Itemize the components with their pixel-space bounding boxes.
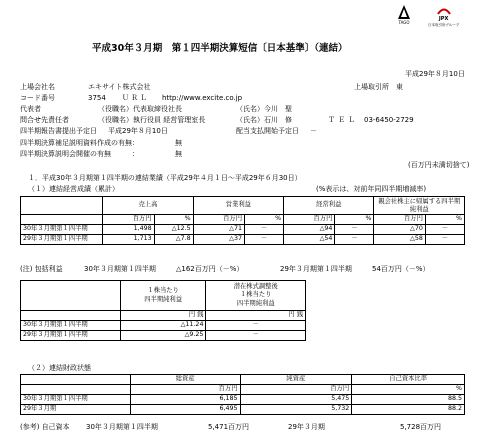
tago-logo	[396, 4, 412, 25]
unit-money: 百万円	[284, 215, 335, 225]
supplementary-label: 四半期決算補足説明資料作成の有無：	[20, 139, 139, 147]
unit: %	[352, 385, 465, 395]
unit: 百万円	[240, 385, 352, 395]
table-row	[21, 235, 465, 245]
unit-pct: %	[425, 215, 464, 225]
cell: 88.5	[352, 395, 465, 405]
table-row	[21, 395, 465, 405]
header-equity-ratio: 自己資本比率	[352, 375, 465, 385]
cell: △58	[374, 235, 425, 245]
subsection1-heading: （１）連結経営成績（累計）	[28, 185, 119, 193]
unit: 百万円	[130, 385, 240, 395]
row-label: 30年３月期第１四半期	[21, 395, 131, 405]
code-label: コード番号	[20, 94, 55, 102]
rounding-note: (百万円未満切捨て)	[408, 161, 470, 169]
row-label: 29年３月期	[21, 405, 131, 415]
representative-name-label: （氏名）	[236, 105, 264, 113]
company-name: エキサイト株式会社	[88, 83, 151, 91]
cell: －	[335, 225, 374, 235]
dividend-schedule-label: 配当支払開始予定日	[236, 127, 299, 135]
unit-money: 百万円	[193, 215, 244, 225]
unit-money: 百万円	[103, 215, 154, 225]
exchange-label: 上場取引所	[354, 83, 389, 91]
tago-emblem-icon	[396, 4, 412, 20]
tel-label: ＴＥＬ	[328, 116, 358, 124]
subsection2-heading: （２）連結財政状態	[28, 364, 91, 372]
operating-results-table	[20, 196, 465, 245]
eps-header-blank	[21, 281, 121, 311]
contact-name: 石川 修	[264, 116, 292, 124]
comprehensive-period-2: 29年３月期第１四半期	[280, 265, 352, 273]
cell: －	[245, 225, 284, 235]
contact-title: （役職名）執行役員 経営管理室長	[98, 116, 206, 124]
representative-name: 今川 聖	[264, 105, 292, 113]
unit-pct: %	[154, 215, 193, 225]
jpx-emblem-icon	[436, 3, 452, 16]
cell: 5,732	[240, 405, 352, 415]
listed-company-label: 上場会社名	[20, 83, 55, 91]
cell: －	[245, 235, 284, 245]
comprehensive-value-2: 54百万円（－%）	[372, 265, 430, 273]
dividend-schedule-value: －	[310, 127, 317, 135]
table-row	[21, 321, 306, 331]
cell: －	[335, 235, 374, 245]
cell: 6,185	[130, 395, 240, 405]
header-net-assets: 純資産	[240, 375, 352, 385]
row-label: 30年３月期第１四半期	[21, 321, 121, 331]
report-schedule-date: 平成29年８月10日	[108, 127, 168, 135]
cell: 1,498	[103, 225, 154, 235]
cell: 88.2	[352, 405, 465, 415]
report-schedule-label: 四半期報告書提出予定日	[20, 127, 97, 135]
section1-heading: １．平成30年３月期第１四半期の連結業績（平成29年４月１日～平成29年６月30日）	[28, 174, 302, 182]
financial-unit-blank	[21, 385, 131, 395]
url-label: ＵＲＬ	[122, 94, 149, 102]
results-header-blank	[21, 197, 103, 215]
equity-reference-label: (参考) 自己資本	[20, 423, 70, 431]
cell: 5,475	[240, 395, 352, 405]
cell: △9.25	[120, 331, 206, 341]
header-net-sales: 売上高	[103, 197, 193, 215]
results-unit-blank	[21, 215, 103, 225]
tago-logo-caption: TAGO	[398, 20, 410, 25]
briefing-value: 無	[175, 150, 182, 158]
cell: －	[425, 225, 464, 235]
representative-label: 代表者	[20, 105, 41, 113]
unit-pct: %	[335, 215, 374, 225]
cell: 6,495	[130, 405, 240, 415]
code-value: 3754	[88, 94, 106, 102]
table-row	[21, 331, 306, 341]
cell: 1,713	[103, 235, 154, 245]
eps-table	[20, 280, 306, 341]
row-label: 30年３月期第１四半期	[21, 225, 103, 235]
cell: △71	[193, 225, 244, 235]
header-diluted-eps: 潜在株式調整後 １株当たり 四半期純利益	[206, 281, 306, 311]
header-total-assets: 総資産	[130, 375, 240, 385]
jpx-logo-text: JPX	[438, 16, 449, 22]
header-net-income-parent: 親会社株主に帰属する四半期純利益	[374, 197, 465, 215]
table-row	[21, 225, 465, 235]
cell: △11.24	[120, 321, 206, 331]
cell: △37	[193, 235, 244, 245]
cell: △12.5	[154, 225, 193, 235]
financial-position-table	[20, 374, 465, 415]
contact-label: 問合せ先責任者	[20, 116, 69, 124]
eps-unit: 円 銭	[120, 311, 206, 321]
unit-money: 百万円	[374, 215, 425, 225]
row-label: 29年３月期第１四半期	[21, 235, 103, 245]
row-label: 29年３月期第１四半期	[21, 331, 121, 341]
contact-name-label: （氏名）	[236, 116, 264, 124]
equity-value-2: 5,728百万円	[400, 423, 442, 431]
cell: －	[206, 331, 306, 341]
unit-pct: %	[245, 215, 284, 225]
tel-value: 03-6450-2729	[364, 116, 414, 124]
cell: －	[206, 321, 306, 331]
supplementary-value: 無	[175, 139, 182, 147]
percent-note: (%表示は、対前年同四半期増減率)	[316, 185, 427, 193]
table-row	[21, 405, 465, 415]
document-title: 平成30年３月期 第１四半期決算短信〔日本基準〕（連結）	[92, 43, 348, 54]
cell: △7.8	[154, 235, 193, 245]
header-ordinary-income: 経常利益	[284, 197, 374, 215]
briefing-label: 四半期決算説明会開催の有無 ：	[20, 150, 139, 158]
cell: △94	[284, 225, 335, 235]
header-operating-income: 営業利益	[193, 197, 283, 215]
cell: △70	[374, 225, 425, 235]
eps-unit-blank	[21, 311, 121, 321]
cell: －	[425, 235, 464, 245]
comprehensive-period-1: 30年３月期第１四半期	[84, 265, 156, 273]
diluted-eps-unit: 円 銭	[206, 311, 306, 321]
header-eps: １株当たり 四半期純利益	[120, 281, 206, 311]
financial-header-blank	[21, 375, 131, 385]
equity-value-1: 5,471百万円	[208, 423, 250, 431]
jpx-logo-caption: 日本取引所グループ	[428, 22, 460, 27]
comprehensive-value-1: △162百万円（－%）	[176, 265, 244, 273]
exchange-value: 東	[396, 83, 403, 91]
jpx-logo	[428, 3, 459, 27]
company-url[interactable]: http://www.excite.co.jp	[162, 94, 243, 102]
representative-title: （役職名）代表取締役社長	[98, 105, 182, 113]
comprehensive-income-label: (注) 包括利益	[20, 265, 63, 273]
report-date: 平成29年８月10日	[405, 70, 465, 78]
equity-period-2: 29年３月期	[288, 423, 325, 431]
equity-period-1: 30年３月期第１四半期	[86, 423, 158, 431]
cell: △54	[284, 235, 335, 245]
